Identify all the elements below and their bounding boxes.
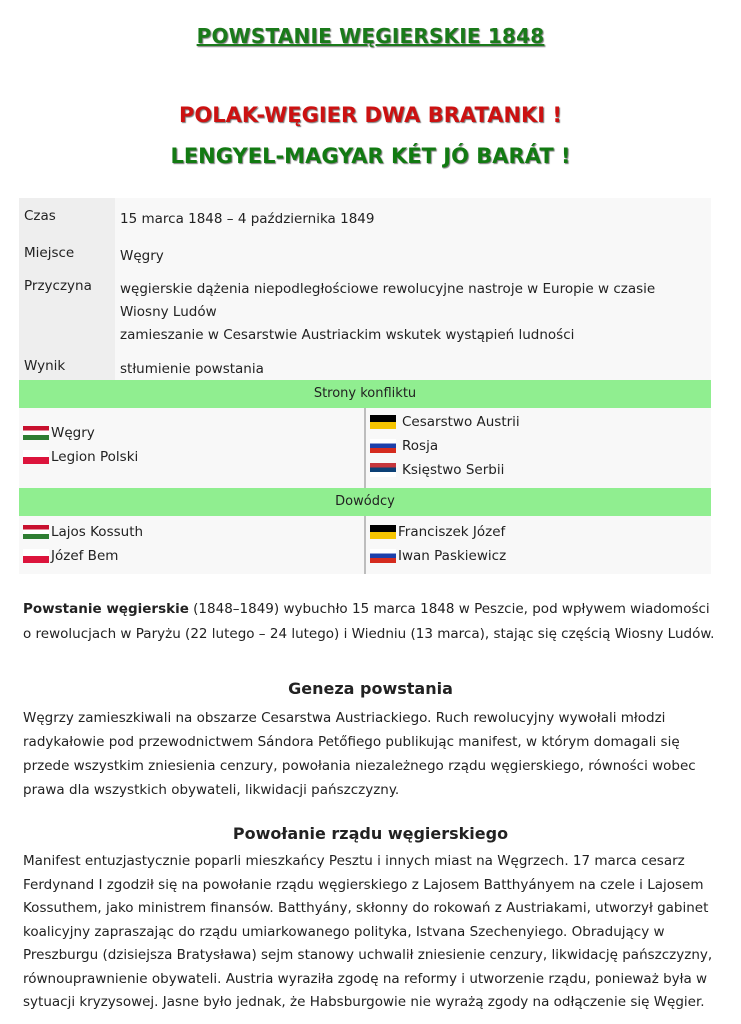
rzad-paragraph: Manifest entuzjastycznie poparli mieszkańcy Pesztu i innych miast na Węgrzech. 17 marca cesarz Ferdynand I zgodził się na powołanie rządu węgierskiego z Lajosem Batthyányem na czele i Lajosem Kossuthem, jako ministrem finansów. Batthyány, skłonny do rokowań z Austriakami, utworzył gabinet koalicyjny zapraszając do rządu umiarkowanego polityka, Istvana Szechenyiego. Obradujący w Preszburgu (dzisiejsza Bratysława) sejm stanowy uchwalił zniesienie cenzury, likwidację pańszczyzny, równouprawnienie obywateli. Austria wyraziła zgodę na reformy i utworzenie rządu, ponieważ była w sytuacji kryzysowej. Jasne było jednak, że Habsburgowie nie wyrażą zgody na odłączenie się Węgier.: [23, 853, 713, 1010]
page-title: POWSTANIE WĘGIERSKIE 1848: [196, 24, 545, 48]
commander-label[interactable]: Lajos Kossuth: [51, 524, 144, 540]
infobox-label: Miejsce: [19, 235, 115, 268]
side-label[interactable]: Legion Polski: [51, 449, 139, 465]
side-label[interactable]: Księstwo Serbii: [402, 462, 505, 478]
strony-konfliktu: [19, 408, 711, 488]
side-label[interactable]: Węgry: [51, 425, 95, 441]
infobox-label: Przyczyna: [19, 268, 115, 348]
commander-label[interactable]: Franciszek Józef: [398, 524, 506, 540]
infobox-value: stłumienie powstania: [120, 361, 264, 377]
section-header-strony: Strony konfliktu: [19, 380, 711, 408]
przyczyna-line: węgierskie dążenia niepodległościowe rewolucyjne nastroje w Europie w czasie: [120, 281, 656, 297]
side-item[interactable]: [23, 449, 138, 465]
russia-flag-icon: [370, 439, 396, 453]
side-item[interactable]: [370, 548, 506, 564]
strony-left-column: [19, 408, 366, 488]
heading-rzad: Powołanie rządu węgierskiego: [232, 824, 509, 843]
hungary-flag-icon: [23, 426, 49, 440]
intro-text: (1848–1849) wybuchło 15 marca 1848 w Peszcie, pod wpływem wiadomości o rewolucjach w Paryżu (22 lutego – 24 lutego) i Wiedniu (13 marca), stając się częścią Wiosny Ludów.: [23, 601, 715, 642]
heading-geneza: Geneza powstania: [288, 679, 453, 698]
geneza-paragraph: Węgrzy zamieszkiwali na obszarze Cesarstwa Austriackiego. Ruch rewolucyjny wywołali młodzi radykałowie pod przewodnictwem Sándora Petőfiego publikując manifest, w którym domagali się przede wszystkim zniesienia cenzury, powołania niezależnego rządu węgierskiego, równości wobec prawa dla wszystkich obywateli, likwidacji pańszczyzny.: [23, 710, 696, 798]
infobox-value: 15 marca 1848 – 4 października 1849: [120, 211, 375, 227]
austria-flag-icon: [370, 525, 396, 539]
side-item[interactable]: [23, 425, 95, 441]
section-header-dowodcy: Dowódcy: [19, 488, 711, 516]
infobox-value[interactable]: [115, 235, 711, 268]
przyczyna-line: Wiosny Ludów: [120, 304, 217, 320]
intro-paragraph: [23, 597, 718, 647]
russia-flag-icon: [370, 549, 396, 563]
infobox-row-miejsce: [19, 235, 711, 268]
motto-polish: POLAK-WĘGIER DWA BRATANKI !: [179, 103, 562, 127]
link-wegry[interactable]: Węgry: [120, 248, 164, 264]
side-item[interactable]: [370, 414, 520, 430]
side-item[interactable]: [370, 462, 504, 478]
infobox-row-przyczyna: [19, 268, 711, 348]
infobox-row-czas: [19, 198, 711, 235]
side-item[interactable]: [370, 438, 438, 454]
serbia-flag-icon: [370, 463, 396, 477]
strony-right-column: [366, 408, 711, 488]
motto-hungarian: LENGYEL-MAGYAR KÉT JÓ BARÁT !: [170, 144, 571, 168]
przyczyna-line: zamieszanie w Cesarstwie Austriackim wskutek wystąpień ludności: [120, 327, 575, 343]
infobox-value: [115, 268, 711, 348]
infobox-label: Czas: [19, 198, 115, 235]
hungary-flag-icon: [23, 525, 49, 539]
side-label[interactable]: Cesarstwo Austrii: [402, 414, 520, 430]
austria-flag-icon: [370, 415, 396, 429]
infobox-label: Wynik: [19, 348, 115, 380]
infobox: [19, 198, 711, 574]
infobox-row-wynik: [19, 348, 711, 380]
intro-bold: Powstanie węgierskie: [23, 601, 189, 617]
side-label[interactable]: Rosja: [402, 438, 439, 454]
poland-flag-icon: [23, 450, 49, 464]
side-item[interactable]: [23, 524, 143, 540]
dowodcy-left-column: [19, 516, 366, 574]
side-item[interactable]: [23, 548, 118, 564]
poland-flag-icon: [23, 549, 49, 563]
dowodcy-right-column: [366, 516, 711, 574]
commander-label[interactable]: Józef Bem: [51, 548, 119, 564]
side-item[interactable]: [370, 524, 505, 540]
dowodcy: [19, 516, 711, 574]
commander-label[interactable]: Iwan Paskiewicz: [398, 548, 507, 564]
